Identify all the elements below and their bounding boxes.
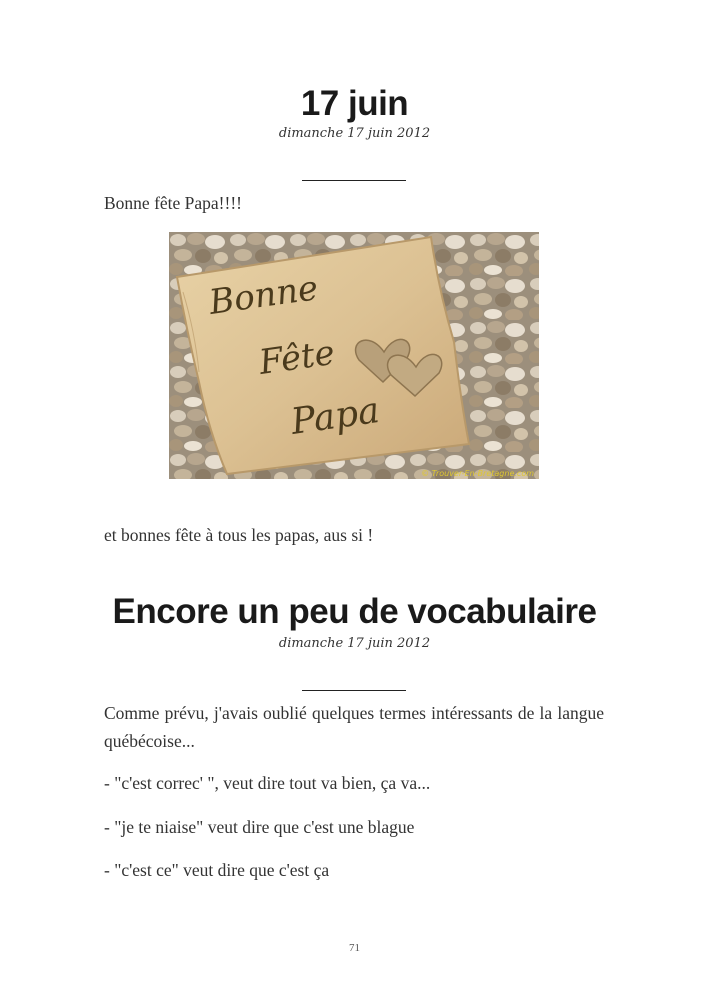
post-date: dimanche 17 juin 2012 [278,636,431,651]
post-title: 17 juin [300,84,409,123]
post-paragraph: et bonnes fête à tous les papas, aus si ! [104,525,374,545]
post-paragraph: - "je te niaise" veut dire que c'est une blague [104,817,415,837]
bonne-fete-papa-image [169,232,539,479]
post-title: Encore un peu de vocabulaire [112,592,597,631]
post-paragraph: Bonne fête Papa!!!! [104,193,242,213]
card-line-1: Bonne [206,268,321,323]
post-date: dimanche 17 juin 2012 [278,126,431,141]
post-paragraph: - "c'est ce" veut dire que c'est ça [104,860,330,880]
post-paragraph: - "c'est correc' ", veut dire tout va bien, ça va... [104,773,431,793]
separator-rule [302,180,406,181]
card-line-2: Fête [256,332,338,383]
card-line-3: Papa [288,389,382,443]
separator-rule [302,690,406,691]
page-number: 71 [349,942,360,954]
image-watermark: © Trouver-En-Bretagne.com [421,469,534,478]
post-paragraph: Comme prévu, j'avais oublié quelques termes intéressants de la langue québécoise... [104,703,604,751]
